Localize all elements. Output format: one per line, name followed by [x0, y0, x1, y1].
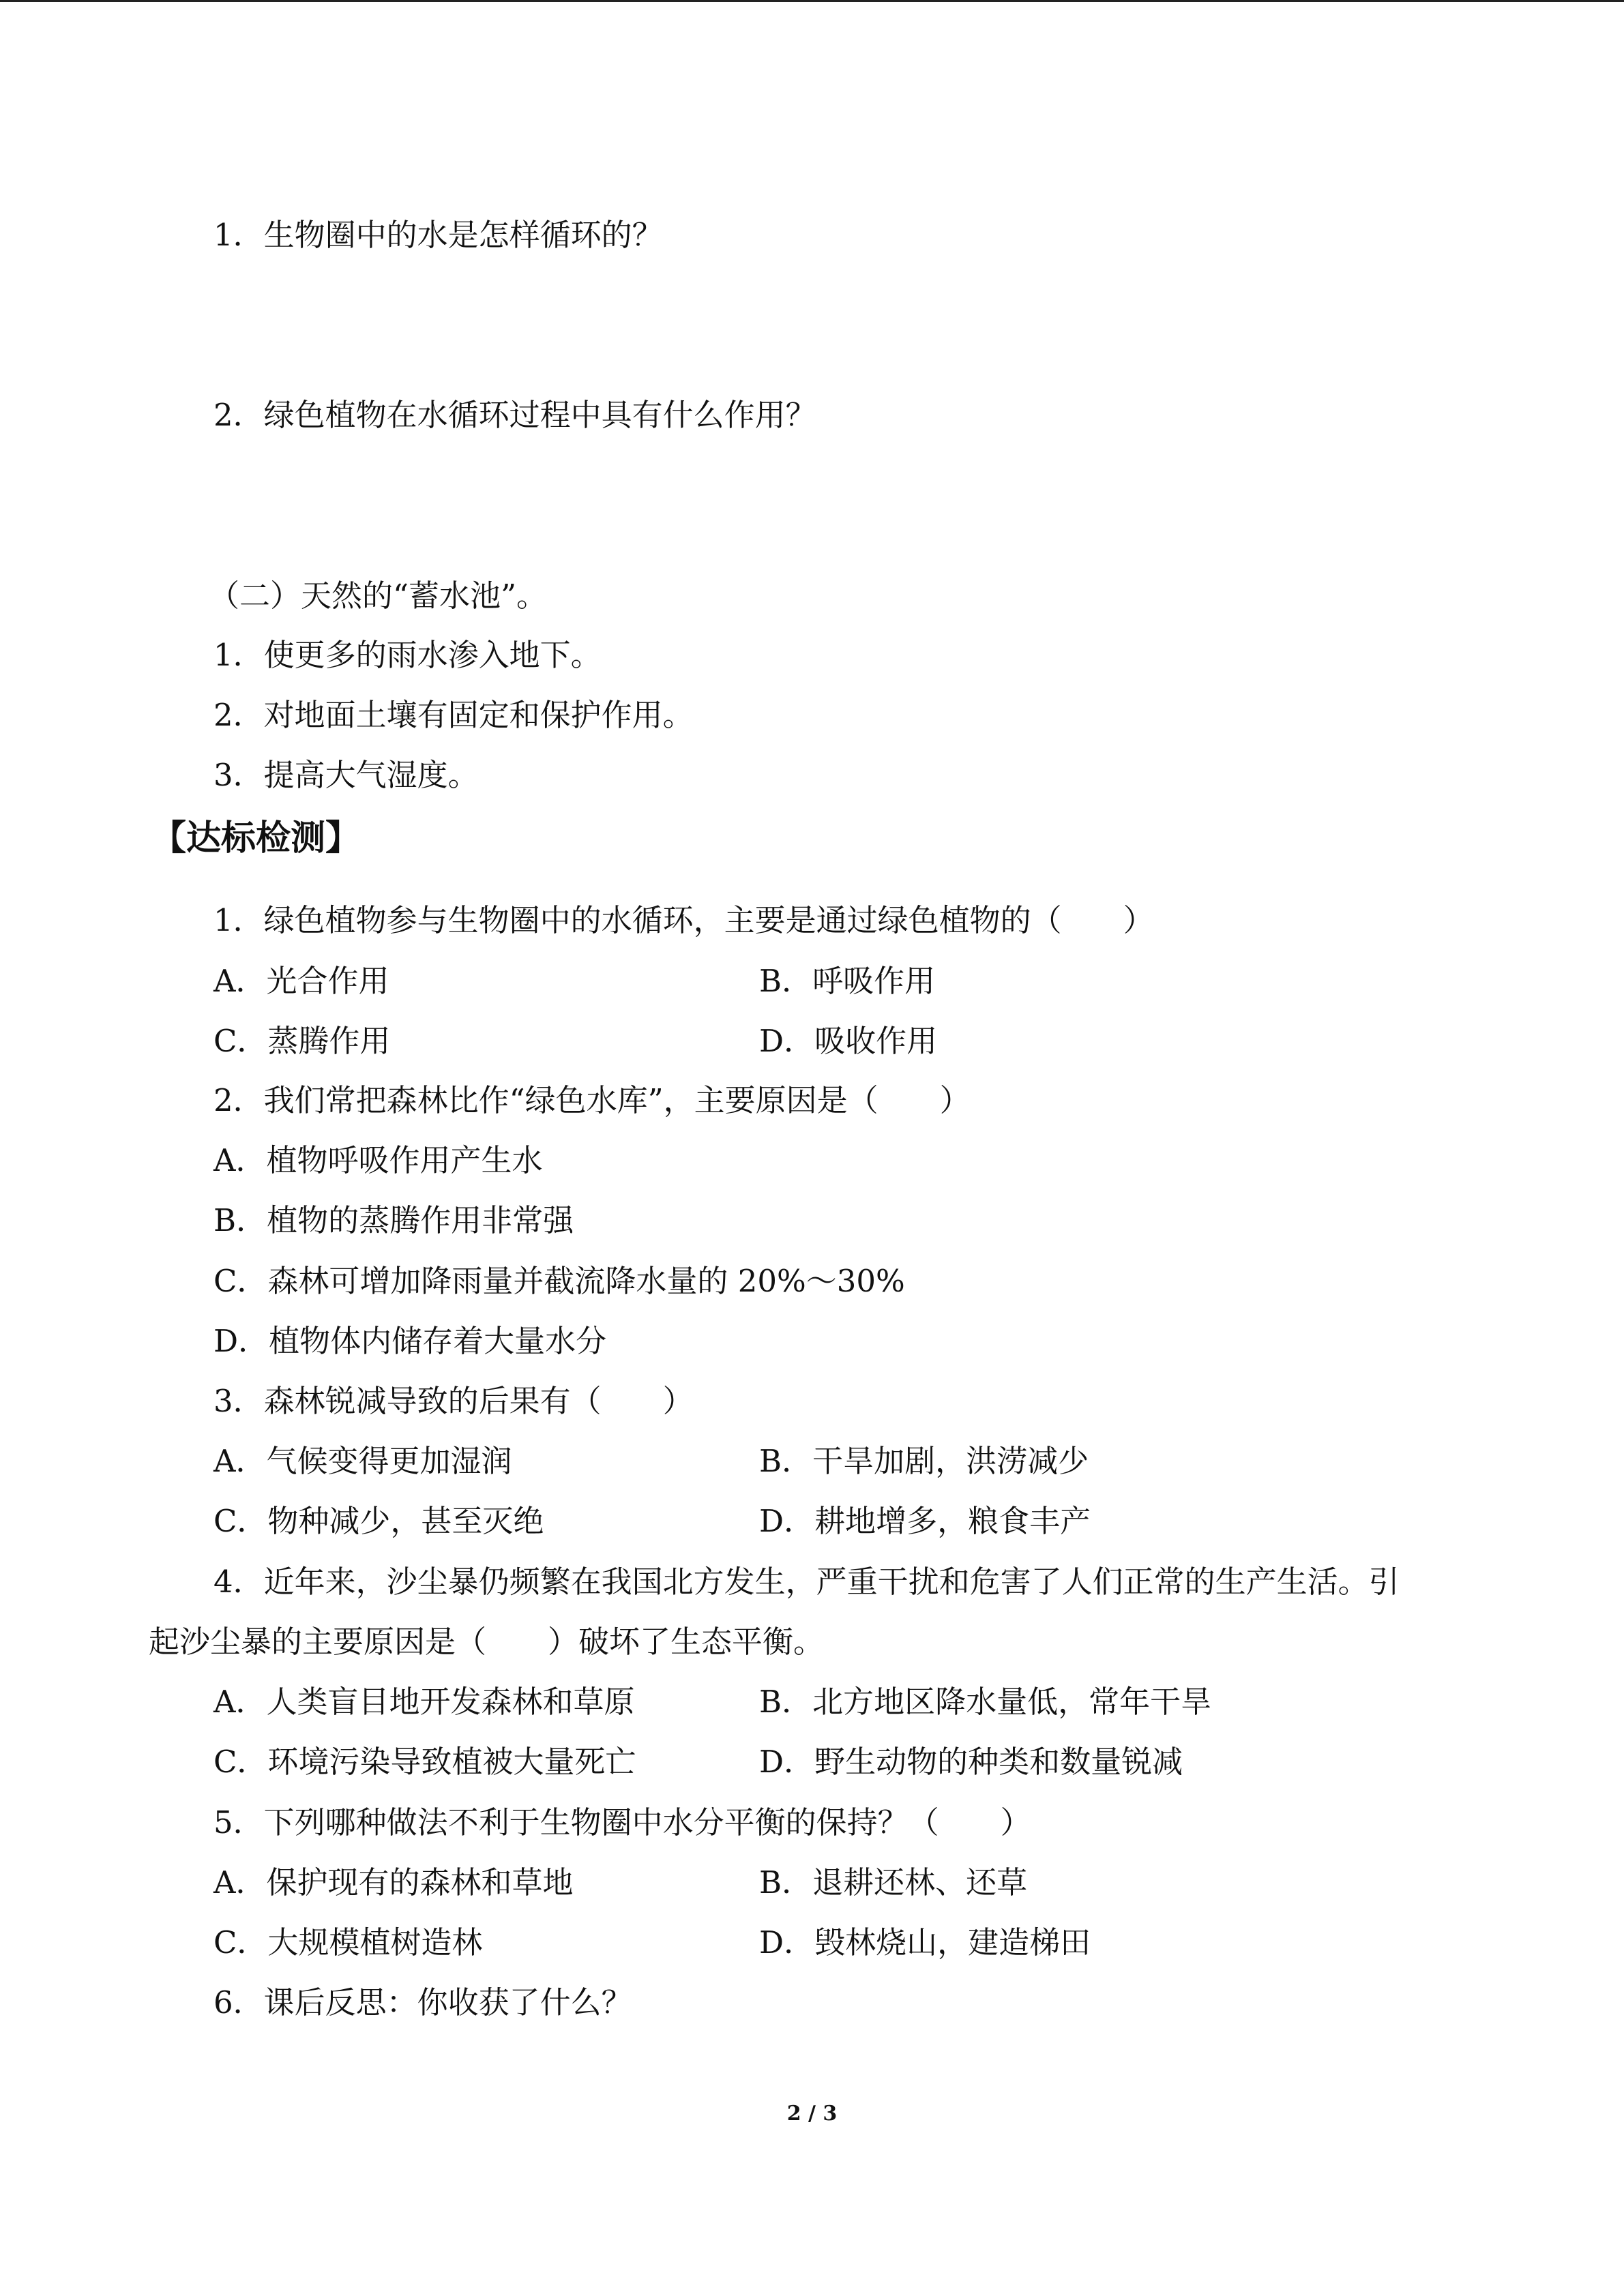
q4-option-b: B．北方地区降水量低，常年干旱	[759, 1684, 1212, 1720]
q2-option-a: A．植物呼吸作用产生水	[213, 1142, 543, 1178]
q1-option-a: A．光合作用	[213, 963, 389, 999]
q1-option-c: C．蒸腾作用	[213, 1023, 391, 1059]
q5-option-d: D．毁林烧山，建造梯田	[759, 1924, 1091, 1960]
section-title-reservoir: （二）天然的“蓄水池”。	[209, 578, 548, 614]
q3-option-a: A．气候变得更加湿润	[213, 1443, 512, 1479]
q4-stem-line-2: 起沙尘暴的主要原因是（ ）破坏了生态平衡。	[149, 1624, 825, 1660]
q6-stem: 6．课后反思：你收获了什么？	[213, 1984, 632, 2021]
page-number: 2 / 3	[786, 2102, 838, 2126]
q5-stem: 5．下列哪种做法不利于生物圈中水分平衡的保持？（ ）	[213, 1804, 1031, 1840]
top-border-line	[0, 0, 1624, 2]
q2-option-b: B．植物的蒸腾作用非常强	[213, 1202, 574, 1238]
q3-option-d: D．耕地增多，粮食丰产	[759, 1503, 1091, 1539]
q3-stem: 3．森林锐减导致的后果有（ ）	[213, 1383, 694, 1419]
q2-stem: 2．我们常把森林比作“绿色水库”，主要原因是（ ）	[213, 1082, 971, 1118]
q5-option-a: A．保护现有的森林和草地	[213, 1864, 574, 1900]
q5-option-c: C．大规模植树造林	[213, 1924, 483, 1960]
q1-stem: 1．绿色植物参与生物圈中的水循环，主要是通过绿色植物的（ ）	[213, 902, 1154, 938]
question-water-cycle: 1．生物圈中的水是怎样循环的？	[213, 217, 663, 253]
test-heading: 【达标检测】	[151, 818, 361, 859]
q1-option-d: D．吸收作用	[759, 1023, 938, 1059]
q4-option-c: C．环境污染导致植被大量死亡	[213, 1744, 636, 1780]
q3-option-b: B．干旱加剧，洪涝减少	[759, 1443, 1089, 1479]
q4-option-a: A．人类盲目地开发森林和草原	[213, 1684, 635, 1720]
question-plant-role: 2．绿色植物在水循环过程中具有什么作用？	[213, 397, 816, 433]
reservoir-item-1: 1．使更多的雨水渗入地下。	[213, 637, 602, 673]
q5-option-b: B．退耕还林、还草	[759, 1864, 1028, 1900]
reservoir-item-3: 3．提高大气湿度。	[213, 757, 479, 793]
q4-option-d: D．野生动物的种类和数量锐减	[759, 1744, 1183, 1780]
q1-option-b: B．呼吸作用	[759, 963, 936, 999]
q2-option-c: C．森林可增加降雨量并截流降水量的 20%～30%	[213, 1263, 905, 1299]
reservoir-item-2: 2．对地面土壤有固定和保护作用。	[213, 697, 694, 733]
q3-option-c: C．物种减少，甚至灭绝	[213, 1503, 544, 1539]
q4-stem-line-1: 4．近年来，沙尘暴仍频繁在我国北方发生，严重干扰和危害了人们正常的生产生活。引	[213, 1564, 1400, 1600]
q2-option-d: D．植物体内储存着大量水分	[213, 1323, 607, 1359]
